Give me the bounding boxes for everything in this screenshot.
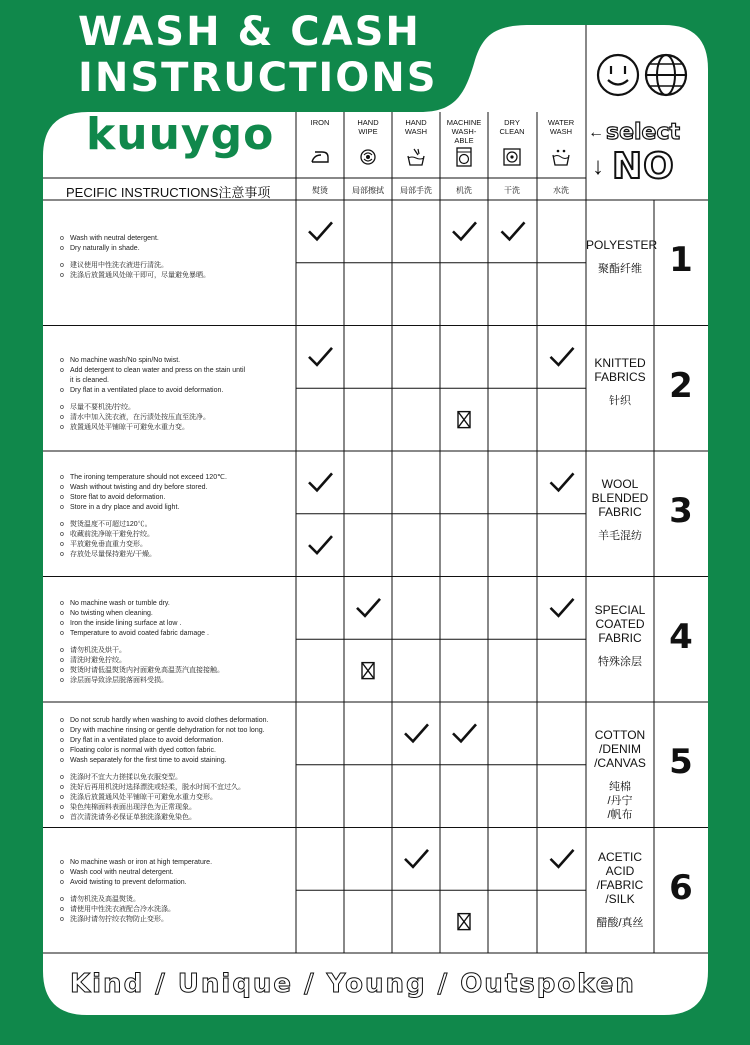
brand-logo: kuuygo [86, 109, 275, 160]
machine-wash-icon [453, 146, 475, 168]
select-no-label: NO [612, 146, 675, 187]
care-note-cn: o 放置通风处平铺晾干可避免水重力变。 [60, 423, 296, 433]
care-note-cn: o 洗涤时不宜大力搓揉以免衣服变型。 [60, 773, 296, 783]
smile-icon [596, 52, 692, 98]
care-note-cn: o 涂层面导致涂层脱落面料受损。 [60, 676, 296, 686]
check-mark-icon [551, 599, 574, 616]
care-note-en: o Do not scrub hardly when washing to avoid clothes deformation. [60, 716, 296, 726]
fabric-name-cn: 针织 [609, 394, 631, 407]
care-note-en: o The ironing temperature should not exceed 120℃. [60, 473, 296, 483]
select-label: select [606, 120, 681, 145]
fabric-label [586, 728, 654, 822]
care-note-en: o Wash without twisting and dry before stored. [60, 483, 296, 493]
care-note-cn: o 洗好后再用机洗时选择漂洗或轻柔，脱水时间不宜过久。 [60, 783, 296, 793]
section-header: PECIFIC INSTRUCTIONS注意事项 [66, 185, 271, 200]
care-notes [60, 599, 296, 686]
fabric-number: 4 [669, 616, 693, 657]
care-note-en: o Store flat to avoid deformation. [60, 493, 296, 503]
fabric-label [586, 477, 654, 543]
care-note-en: o Add detergent to clean water and press on the stain until it is cleaned. [60, 366, 296, 386]
cross-box-icon [458, 412, 470, 428]
care-note-cn: o 请使用中性洗衣液配合冷水洗涤。 [60, 905, 296, 915]
care-note-en: o Avoid twisting to prevent deformation. [60, 878, 296, 888]
care-note-en: o Dry naturally in shade. [60, 244, 296, 254]
check-mark-icon [309, 473, 332, 490]
column-header: WATER WASH [547, 118, 575, 136]
care-notes [60, 234, 296, 281]
hand-wash-icon [405, 146, 427, 168]
fabric-name-en: ACETIC ACID /FABRIC /SILK [596, 849, 644, 906]
care-note-cn: o 清水中加入洗衣液，在污渍处按压直至洗净。 [60, 413, 296, 423]
cross-box-icon [362, 663, 374, 679]
care-note-en: o No machine wash or iron at high temperature. [60, 858, 296, 868]
iron-icon [309, 146, 331, 168]
care-note-en: o Dry flat in a ventilated place to avoid deformation. [60, 386, 296, 396]
cross-box-icon [458, 914, 470, 930]
column-header-cn: 局部擦拭 [352, 186, 384, 195]
globe-icon [646, 55, 686, 95]
fabric-name-en: WOOL BLENDED FABRIC [591, 477, 649, 519]
care-note-cn: o 染色纯棉面料表面出现浮色为正常现象。 [60, 803, 296, 813]
dry-clean-icon [501, 146, 523, 168]
care-note-cn: o 建议使用中性洗衣液进行清洗。 [60, 261, 296, 271]
fabric-number: 3 [669, 491, 693, 531]
column-header-cn: 干洗 [504, 186, 520, 195]
fabric-name-en: SPECIAL COATED FABRIC [594, 602, 646, 645]
fabric-label [586, 356, 654, 408]
fabric-label [586, 603, 654, 669]
fabric-name-cn: 羊毛混纺 [598, 530, 642, 542]
care-note-en: o Dry flat in a ventilated place to avoid deformation. [60, 736, 296, 746]
title-line-1: WASH & CASH [78, 9, 421, 55]
check-mark-icon [502, 222, 525, 239]
care-note-cn: o 请勿机洗及高温熨烫。 [60, 895, 296, 905]
care-note-en: o No machine wash or tumble dry. [60, 599, 296, 609]
care-note-cn: o 洗涤后放置通风处平铺晾干可避免水重力变形。 [60, 793, 296, 803]
care-note-cn: o 收藏前洗净晾干避免拧绞。 [60, 530, 296, 540]
check-mark-icon [453, 222, 476, 239]
care-notes [60, 858, 296, 925]
left-arrow-icon: ← [588, 124, 604, 141]
column-header: DRY CLEAN [499, 118, 525, 136]
care-note-en: o Temperature to avoid coated fabric damage . [60, 629, 296, 639]
fabric-name-cn: 醋酸/真丝 [596, 916, 644, 929]
check-mark-icon [453, 724, 476, 741]
column-header: MACHINE WASH- ABLE [446, 118, 482, 145]
check-mark-icon [309, 536, 332, 553]
care-note-en: o Iron the inside lining surface at low . [60, 619, 296, 629]
care-note-en: o No twisting when cleaning. [60, 609, 296, 619]
fabric-name-cn: 聚酯纤维 [598, 263, 642, 275]
fabric-number: 5 [669, 742, 693, 782]
column-header: HAND WIPE [357, 118, 379, 136]
hand-wipe-icon [357, 146, 379, 168]
column-header: IRON [310, 118, 330, 127]
care-note-en: o Store in a dry place and avoid light. [60, 503, 296, 513]
column-header-cn: 机洗 [456, 186, 472, 195]
care-note-cn: o 尽量不要机洗/拧绞。 [60, 403, 296, 413]
care-note-en: o Wash separately for the first time to avoid staining. [60, 756, 296, 766]
fabric-name-cn: 特殊涂层 [598, 655, 642, 668]
care-note-en: o No machine wash/No spin/No twist. [60, 356, 296, 366]
care-note-cn: o 熨烫温度不可超过120℃。 [60, 520, 296, 530]
check-mark-icon [309, 222, 332, 239]
footer-slogan: Kind / Unique / Young / Outspoken [70, 969, 636, 999]
care-note-en: o Wash cool with neutral detergent. [60, 868, 296, 878]
care-note-cn: o 熨烫时请低温熨烫内衬面避免高温蒸汽直接接触。 [60, 666, 296, 676]
check-mark-icon [405, 850, 428, 867]
fabric-label [586, 850, 654, 930]
fabric-number: 6 [669, 867, 693, 908]
care-note-cn: o 清洗时避免拧绞。 [60, 656, 296, 666]
check-mark-icon [551, 850, 574, 867]
care-note-cn: o 洗涤时请勿拧绞衣物防止变形。 [60, 915, 296, 925]
title-line-2: INSTRUCTIONS [78, 55, 438, 101]
fabric-label [586, 238, 658, 276]
column-header: HAND WASH [404, 118, 428, 136]
care-notes [60, 356, 296, 433]
column-header-cn: 局部手洗 [400, 186, 432, 195]
fabric-name-en: COTTON /DENIM /CANVAS [594, 728, 646, 770]
down-arrow-icon: ↓ [592, 153, 604, 180]
care-note-en: o Wash with neutral detergent. [60, 234, 296, 244]
column-header-cn: 熨烫 [312, 186, 328, 195]
care-note-cn: o 存放处尽量保持避光/干燥。 [60, 550, 296, 560]
care-note-en: o Floating color is normal with dyed cotton fabric. [60, 746, 296, 756]
care-note-cn: o 洗涤后放置通风处晾干即可，尽量避免暴晒。 [60, 271, 296, 281]
fabric-name-en: KNITTED FABRICS [594, 355, 646, 384]
column-header-cn: 水洗 [553, 186, 569, 195]
fabric-name-cn: 纯棉 /丹宁 /帆布 [607, 781, 633, 821]
check-mark-icon [405, 724, 428, 741]
care-notes [60, 716, 296, 823]
check-mark-icon [551, 348, 574, 365]
check-mark-icon [309, 348, 332, 365]
check-mark-icon [551, 473, 574, 490]
care-note-en: o Dry with machine rinsing or gentle dehydration for not too long. [60, 726, 296, 736]
water-wash-icon [550, 146, 572, 168]
care-note-cn: o 平放避免垂直重力变形。 [60, 540, 296, 550]
care-note-cn: o 首次清洗请务必保证单独洗涤避免染色。 [60, 813, 296, 823]
care-notes [60, 473, 296, 560]
fabric-number: 2 [669, 365, 693, 406]
care-note-cn: o 请勿机洗及烘干。 [60, 646, 296, 656]
check-mark-icon [357, 599, 380, 616]
fabric-number: 1 [669, 240, 693, 280]
fabric-name-en: POLYESTER [586, 238, 658, 252]
